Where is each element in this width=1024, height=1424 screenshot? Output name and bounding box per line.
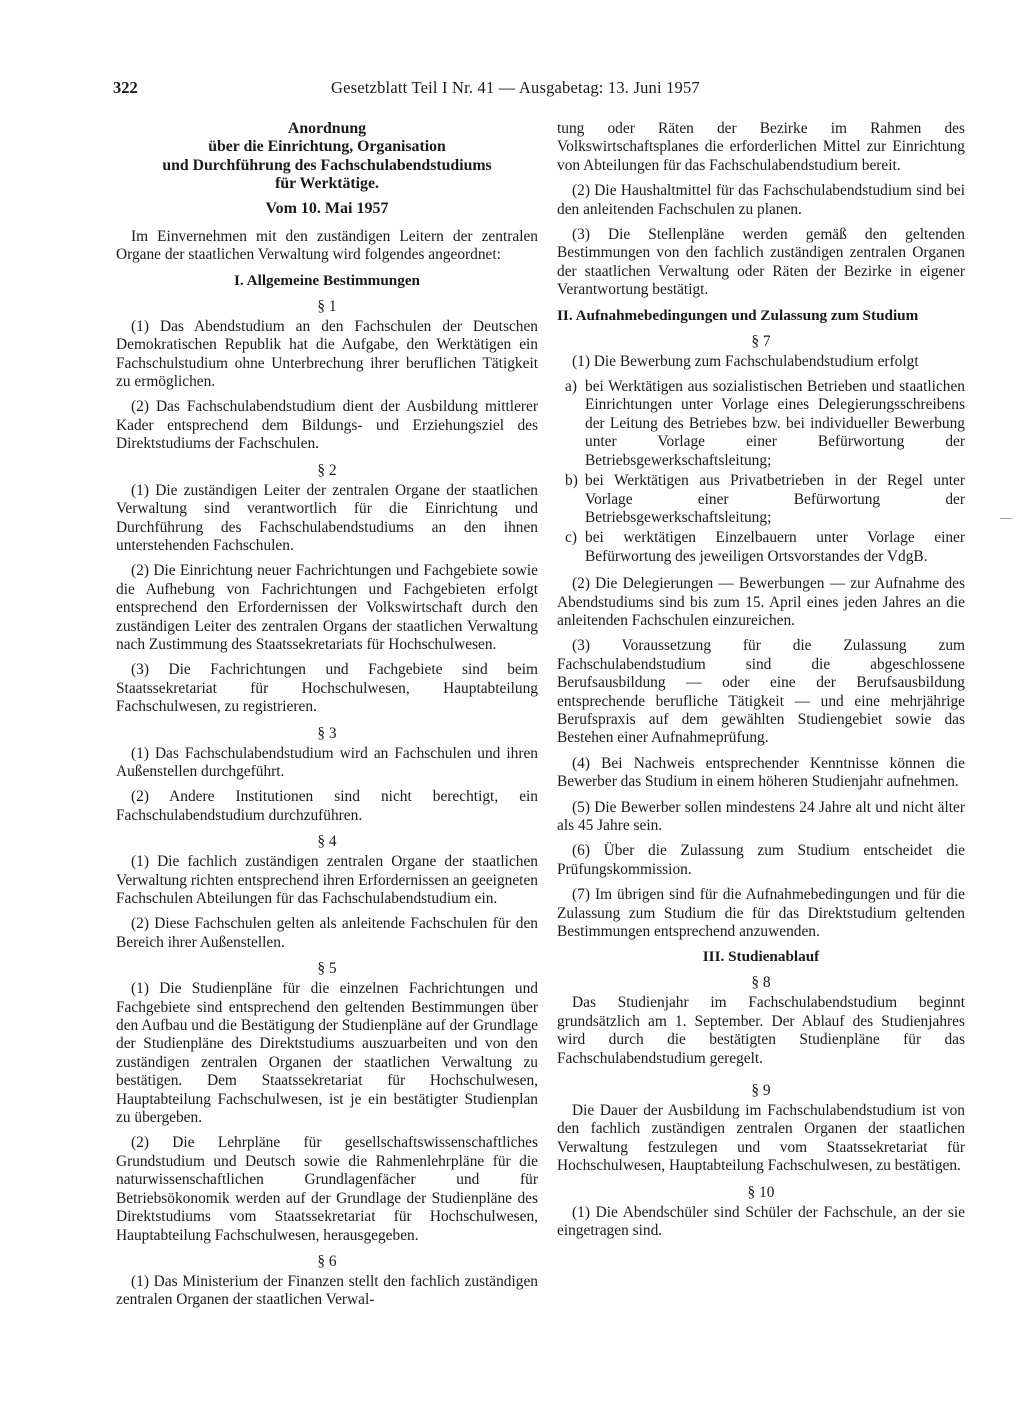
paragraph-sign-9: § 9 bbox=[751, 1082, 771, 1100]
paragraph-text: (3) Die Fachrichtungen und Fachgebiete sind beim Staatssekretariat für Hochschulwesen, Hauptabteilung Fachschulwesen, zu registrieren. bbox=[116, 661, 538, 716]
gazette-title: Gesetzblatt Teil I Nr. 41 — Ausgabetag: 13. Juni 1957 bbox=[331, 78, 700, 97]
paragraph-text: (2) Die Einrichtung neuer Fachrichtungen und Fachgebiete sowie die Aufhebung von Fachrichtungen und Fachgebieten erfolgt entsprechend den Erfordernissen der Volkswirtschaft durch den zuständigen Leiter des zentralen Organs der staatlichen Verwaltung nach Zustimmung des Staatssekretariats für Hochschulwesen. bbox=[116, 562, 538, 653]
list-text: bei Werktätigen aus sozialistischen Betrieben und staatlichen Einrichtungen unter Vorlage eines Delegierungsschreibens der Leitung des Betriebes bzw. bei individueller Bewerbung unter Vorlage einer Befürwortung der Betriebsgewerkschaftsleitung; bbox=[585, 378, 965, 469]
paragraph-text: (2) Das Fachschulabendstudium dient der Ausbildung mittlerer Kader entsprechend dem Bildungs- und Erziehungsziel des Direktstudiums der Fachschulen. bbox=[116, 398, 538, 453]
list-text: bei werktätigen Einzelbauern unter Vorlage einer Befürwortung des jeweiligen Ortsvorstandes der VdgB. bbox=[585, 529, 965, 565]
page-header bbox=[113, 78, 758, 102]
list-item bbox=[557, 472, 965, 527]
paragraph-text: Die Dauer der Ausbildung im Fachschulabendstudium ist von den fachlich zuständigen zentralen Organen der staatlichen Verwaltung festzulegen und vom Staatssekretariat für Hochschulwesen, Hauptabteilung Fachschulwesen, zu bestätigen. bbox=[557, 1102, 965, 1175]
paragraph-text: (2) Die Haushaltmittel für das Fachschulabendstudium sind bei den anleitenden Fachschulen zu planen. bbox=[557, 182, 965, 218]
paragraph-text: (2) Andere Institutionen sind nicht berechtigt, ein Fachschulabendstudium durchzuführen. bbox=[116, 788, 538, 824]
paragraph-text: (2) Diese Fachschulen gelten als anleitende Fachschulen für den Bereich ihrer Außenstellen. bbox=[116, 915, 538, 951]
list-label: c) bbox=[565, 529, 577, 547]
margin-mark: — bbox=[1000, 510, 1012, 524]
paragraph-text: (6) Über die Zulassung zum Studium entscheidet die Prüfungskommission. bbox=[557, 842, 965, 878]
paragraph-sign-10: § 10 bbox=[747, 1183, 775, 1201]
paragraph-text: (4) Bei Nachweis entsprechender Kenntnisse können die Bewerber das Studium in einem höheren Studienjahr aufnehmen. bbox=[557, 754, 965, 791]
title-line: für Werktätige. bbox=[275, 175, 379, 193]
paragraph-text: (1) Das Ministerium der Finanzen stellt den fachlich zuständigen zentralen Organen der staatlichen Verwal- bbox=[116, 1272, 538, 1309]
paragraph-text: (3) Voraussetzung für die Zulassung zum Fachschulabendstudium sind die abgeschlossene Berufsausbildung — oder eine der Berufsausbildung entsprechende berufliche Tätigkeit — und eine mehrjährige Berufspraxis auf dem gewählten Studiengebiet sowie das Bestehen einer Aufnahmeprüfung. bbox=[557, 637, 965, 747]
paragraph-text: Das Studienjahr im Fachschulabendstudium beginnt grundsätzlich am 1. September. Der Ablauf des Studienjahres wird durch die bestätigten Studienpläne für das Fachschulabendstudium geregelt. bbox=[557, 994, 965, 1067]
title-line: über die Einrichtung, Organisation bbox=[208, 138, 446, 156]
paragraph-text: (5) Die Bewerber sollen mindestens 24 Jahre alt und nicht älter als 45 Jahre sein. bbox=[557, 798, 965, 834]
paragraph-sign-7: § 7 bbox=[751, 332, 771, 350]
page-number: 322 bbox=[113, 78, 138, 97]
paragraph-text: (1) Die zuständigen Leiter der zentralen Organe der staatlichen Verwaltung sind verantwortlich für die Einrichtung und Durchführung des Fachschulabendstudiums an den ihnen unterstehenden Fachschulen. bbox=[116, 481, 538, 554]
paragraph-text: (1) Das Fachschulabendstudium wird an Fachschulen und ihren Außenstellen durchgeführt. bbox=[116, 744, 538, 780]
paragraph-text: tung oder Räten der Bezirke im Rahmen des Volkswirtschaftsplanes die erforderlichen Mittel zur Einrichtung von Abteilungen für das Fachschulabendstudium bereit. bbox=[557, 120, 965, 174]
paragraph-text: (1) Die Bewerbung zum Fachschulabendstudium erfolgt bbox=[572, 352, 919, 370]
paragraph-text: (2) Die Delegierungen — Bewerbungen — zur Aufnahme des Abendstudiums sind bis zum 15. April eines jeden Jahres an die anleitenden Fachschulen einzureichen. bbox=[557, 575, 965, 629]
paragraph-text: (1) Die Studienpläne für die einzelnen Fachrichtungen und Fachgebiete sind entsprechend den geltenden Bestimmungen über den Aufbau und die Bestätigung der Studienpläne auf der Grundlage der Studienpläne des Direktstudiums auszuarbeiten und von den zuständigen zentralen Organen der staatlichen Verwaltung zu bestätigen. Dem Staatssekretariat für Hochschulwesen, Hauptabteilung Fachschulwesen, ist je ein bestätigter Studienplan zu übergeben. bbox=[116, 980, 538, 1127]
paragraph-sign-5: § 5 bbox=[317, 960, 337, 978]
paragraph-text: (1) Die Abendschüler sind Schüler der Fachschule, an der sie eingetragen sind. bbox=[557, 1203, 965, 1240]
document-date: Vom 10. Mai 1957 bbox=[265, 199, 389, 217]
list-item bbox=[557, 529, 965, 566]
paragraph-sign-8: § 8 bbox=[751, 974, 771, 992]
paragraph-text: (1) Das Abendstudium an den Fachschulen der Deutschen Demokratischen Republik hat die Aufgabe, den Werktätigen ein Fachschulstudium ohne Unterbrechung ihrer beruflichen Tätigkeit zu ermöglichen. bbox=[116, 317, 538, 391]
title-line: und Durchführung des Fachschulabendstudiums bbox=[162, 156, 492, 174]
paragraph-sign-1: § 1 bbox=[317, 297, 337, 315]
paragraph-text: (2) Die Lehrpläne für gesellschaftswissenschaftliches Grundstudium und Deutsch sowie die Rahmenlehrpläne für die naturwissenschaftlichen Grundlagenfächer und für Betriebsökonomik werden auf der Grundlage der Studienpläne des Direktstudiums vom Staatssekretariat für Hochschulwesen, Hauptabteilung Fachschulwesen, herausgegeben. bbox=[116, 1134, 538, 1244]
list-text: bei Werktätigen aus Privatbetrieben in der Regel unter Vorlage einer Befürwortung der Betriebsgewerkschaftsleitung; bbox=[585, 472, 965, 526]
title-line: Anordnung bbox=[287, 120, 367, 137]
list-label: a) bbox=[565, 378, 577, 396]
section-heading-1: I. Allgemeine Bestimmungen bbox=[233, 271, 421, 289]
paragraph-sign-3: § 3 bbox=[317, 724, 337, 742]
paragraph-sign-6: § 6 bbox=[317, 1252, 337, 1270]
paragraph-text: (7) Im übrigen sind für die Aufnahmebedingungen und für die Zulassung zum Studium die für das Direktstudium geltenden Bestimmungen entsprechend anzuwenden. bbox=[557, 886, 965, 941]
preamble: Im Einvernehmen mit den zuständigen Leitern der zentralen Organe der staatlichen Verwaltung wird folgendes angeordnet: bbox=[116, 228, 538, 264]
document-title bbox=[116, 120, 538, 194]
section-heading-3: III. Studienablauf bbox=[702, 948, 820, 966]
paragraph-text: (1) Die fachlich zuständigen zentralen Organe der staatlichen Verwaltung richten entsprechend ihren Erfordernissen an geeigneten Fachschulen Abteilungen für das Fachschulabendstudium ein. bbox=[116, 853, 538, 907]
section-heading-2: II. Aufnahmebedingungen und Zulassung zum Studium bbox=[557, 306, 919, 324]
left-column bbox=[116, 120, 538, 1317]
list-label: b) bbox=[565, 472, 578, 490]
paragraph-sign-2: § 2 bbox=[317, 461, 337, 479]
paragraph-sign-4: § 4 bbox=[317, 833, 337, 851]
paragraph-text: (3) Die Stellenpläne werden gemäß den geltenden Bestimmungen von den fachlich zuständigen zentralen Organen der staatlichen Verwaltung oder Räten der Bezirke in eigener Verantwortung bestätigt. bbox=[557, 226, 965, 299]
right-column bbox=[557, 120, 965, 1248]
list-item bbox=[557, 378, 965, 470]
